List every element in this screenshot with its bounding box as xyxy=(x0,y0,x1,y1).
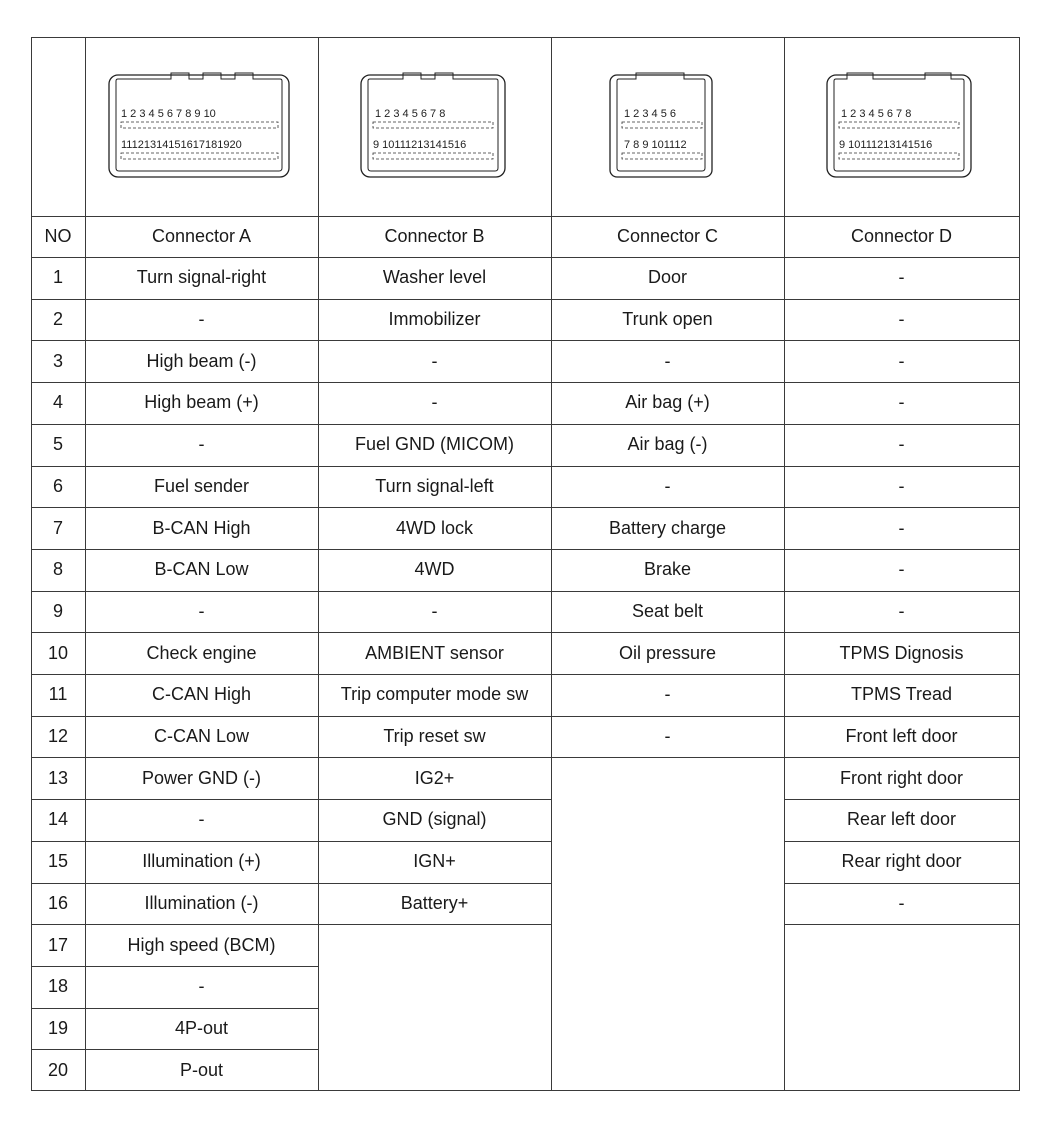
cell-connector-a: High beam (-) xyxy=(146,350,257,371)
cell-connector-b: Immobilizer xyxy=(388,309,481,330)
grid-line xyxy=(318,37,319,1091)
grid-line xyxy=(784,507,1019,508)
grid-line xyxy=(31,591,85,592)
grid-line xyxy=(784,757,1019,758)
grid-line xyxy=(85,299,318,300)
row-number: 15 xyxy=(47,851,69,872)
grid-line xyxy=(551,37,552,1091)
row-number: 8 xyxy=(52,559,63,580)
grid-line xyxy=(31,466,85,467)
grid-line xyxy=(318,424,551,425)
grid-line xyxy=(551,299,784,300)
grid-line xyxy=(31,507,85,508)
cell-connector-a: Power GND (-) xyxy=(141,767,261,788)
row-number: 4 xyxy=(52,392,63,413)
grid-line xyxy=(85,632,318,633)
row-number: 9 xyxy=(52,600,63,621)
cell-connector-a: Turn signal-right xyxy=(136,267,267,288)
cell-connector-a: Illumination (+) xyxy=(142,851,261,872)
grid-line xyxy=(318,340,551,341)
grid-line xyxy=(784,716,1019,717)
row-number: 11 xyxy=(48,684,68,705)
header-no: NO xyxy=(44,226,72,246)
grid-line xyxy=(85,1049,318,1050)
grid-line xyxy=(551,340,784,341)
cell-connector-a: - xyxy=(198,309,205,330)
cell-connector-a: C-CAN Low xyxy=(153,726,250,747)
grid-line xyxy=(551,549,784,550)
header-connector-c: Connector C xyxy=(616,226,719,246)
grid-line xyxy=(31,1008,85,1009)
connector-d-top-pins: 1 2 3 4 5 6 7 8 xyxy=(841,108,912,120)
cell-connector-c: - xyxy=(664,475,671,496)
grid-line xyxy=(85,674,318,675)
row-number: 16 xyxy=(47,892,69,913)
cell-connector-c: - xyxy=(664,684,671,705)
grid-line xyxy=(31,924,85,925)
connector-a-diagram xyxy=(107,69,293,181)
row-number: 7 xyxy=(52,517,63,538)
cell-connector-a: - xyxy=(198,600,205,621)
grid-line xyxy=(551,632,784,633)
cell-connector-d: - xyxy=(898,600,905,621)
row-number: 12 xyxy=(47,726,69,747)
row-number: 18 xyxy=(47,976,69,997)
grid-line xyxy=(318,466,551,467)
cell-connector-a: - xyxy=(198,434,205,455)
grid-line xyxy=(551,507,784,508)
grid-line xyxy=(318,716,551,717)
cell-connector-d: TPMS Tread xyxy=(850,684,953,705)
grid-line xyxy=(551,716,784,717)
grid-line xyxy=(318,883,551,884)
grid-line xyxy=(784,883,1019,884)
grid-line xyxy=(85,340,318,341)
grid-line xyxy=(85,424,318,425)
cell-connector-c: Trunk open xyxy=(622,309,713,330)
grid-line xyxy=(85,841,318,842)
grid-line xyxy=(85,549,318,550)
cell-connector-c: Air bag (+) xyxy=(625,392,710,413)
grid-line xyxy=(31,37,1019,38)
cell-connector-c: - xyxy=(664,726,671,747)
grid-line xyxy=(31,716,85,717)
connector-c-diagram xyxy=(608,69,716,181)
grid-line xyxy=(85,507,318,508)
cell-connector-a: High beam (+) xyxy=(144,392,259,413)
row-number: 1 xyxy=(52,267,63,288)
cell-connector-d: - xyxy=(898,475,905,496)
grid-line xyxy=(784,424,1019,425)
grid-line xyxy=(1019,37,1020,1091)
cell-connector-d: Rear left door xyxy=(846,809,957,830)
cell-connector-d: - xyxy=(898,892,905,913)
header-connector-b: Connector B xyxy=(384,226,485,246)
grid-line xyxy=(784,549,1019,550)
cell-connector-b: Battery+ xyxy=(400,892,469,913)
grid-line xyxy=(31,257,1019,258)
grid-line xyxy=(318,591,551,592)
grid-line xyxy=(318,382,551,383)
grid-line xyxy=(318,674,551,675)
grid-line xyxy=(31,674,85,675)
grid-line xyxy=(31,549,85,550)
cell-connector-b: 4WD xyxy=(414,559,455,580)
grid-line xyxy=(784,632,1019,633)
cell-connector-b: Trip reset sw xyxy=(383,726,486,747)
cell-connector-c: Door xyxy=(647,267,687,288)
cell-connector-b: 4WD lock xyxy=(395,517,473,538)
grid-line xyxy=(784,37,785,1091)
row-number: 19 xyxy=(47,1017,69,1038)
grid-line xyxy=(318,799,551,800)
cell-connector-d: - xyxy=(898,392,905,413)
cell-connector-d: TPMS Dignosis xyxy=(839,642,964,663)
connector-c-bottom-pins: 7 8 9 101112 xyxy=(624,139,687,151)
grid-line xyxy=(85,716,318,717)
grid-line xyxy=(784,841,1019,842)
cell-connector-b: IGN+ xyxy=(413,851,456,872)
grid-line xyxy=(31,216,1019,217)
grid-line xyxy=(85,966,318,967)
grid-line xyxy=(784,382,1019,383)
row-number: 17 xyxy=(47,934,69,955)
cell-connector-d: - xyxy=(898,350,905,371)
connector-b-diagram xyxy=(359,69,509,181)
grid-line xyxy=(784,924,1019,925)
grid-line xyxy=(551,382,784,383)
cell-connector-d: - xyxy=(898,559,905,580)
cell-connector-d: Front right door xyxy=(839,767,964,788)
cell-connector-d: Front left door xyxy=(845,726,958,747)
grid-line xyxy=(784,340,1019,341)
grid-line xyxy=(31,382,85,383)
grid-line xyxy=(85,1008,318,1009)
grid-line xyxy=(85,757,318,758)
grid-line xyxy=(784,299,1019,300)
header-connector-a: Connector A xyxy=(151,226,252,246)
cell-connector-a: Illumination (-) xyxy=(144,892,259,913)
grid-line xyxy=(551,591,784,592)
cell-connector-a: P-out xyxy=(179,1059,224,1080)
cell-connector-b: - xyxy=(431,350,438,371)
cell-connector-b: Turn signal-left xyxy=(375,475,494,496)
cell-connector-c: Seat belt xyxy=(631,600,704,621)
cell-connector-a: High speed (BCM) xyxy=(127,934,276,955)
connector-b-bottom-pins: 9 10111213141516 xyxy=(373,139,467,151)
cell-connector-a: Check engine xyxy=(146,642,257,663)
grid-line xyxy=(85,382,318,383)
grid-line xyxy=(31,632,85,633)
row-number: 13 xyxy=(47,767,69,788)
cell-connector-d: - xyxy=(898,517,905,538)
grid-line xyxy=(31,757,85,758)
grid-line xyxy=(31,966,85,967)
cell-connector-a: - xyxy=(198,809,205,830)
cell-connector-b: Trip computer mode sw xyxy=(340,684,529,705)
grid-line xyxy=(551,424,784,425)
grid-line xyxy=(85,883,318,884)
grid-line xyxy=(85,799,318,800)
connector-pin-table xyxy=(31,37,1019,1091)
cell-connector-a: 4P-out xyxy=(174,1017,229,1038)
cell-connector-b: IG2+ xyxy=(414,767,455,788)
grid-line xyxy=(31,37,32,1091)
cell-connector-a: B-CAN High xyxy=(152,517,251,538)
grid-line xyxy=(784,591,1019,592)
cell-connector-c: Brake xyxy=(643,559,692,580)
row-number: 20 xyxy=(47,1059,69,1080)
connector-a-top-pins: 1 2 3 4 5 6 7 8 9 10 xyxy=(121,108,216,120)
grid-line xyxy=(31,424,85,425)
grid-line xyxy=(31,841,85,842)
grid-line xyxy=(31,799,85,800)
grid-line xyxy=(318,507,551,508)
connector-a-bottom-pins: 11121314151617181920 xyxy=(121,139,242,151)
row-number: 6 xyxy=(52,475,63,496)
grid-line xyxy=(85,591,318,592)
grid-line xyxy=(318,924,551,925)
grid-line xyxy=(784,674,1019,675)
cell-connector-c: Oil pressure xyxy=(618,642,717,663)
cell-connector-c: Air bag (-) xyxy=(627,434,708,455)
header-connector-d: Connector D xyxy=(850,226,953,246)
cell-connector-b: - xyxy=(431,392,438,413)
grid-line xyxy=(31,1090,1019,1091)
cell-connector-d: - xyxy=(898,267,905,288)
connector-b-top-pins: 1 2 3 4 5 6 7 8 xyxy=(375,108,446,120)
cell-connector-b: - xyxy=(431,600,438,621)
cell-connector-a: - xyxy=(198,976,205,997)
grid-line xyxy=(551,757,784,758)
grid-line xyxy=(85,466,318,467)
cell-connector-a: B-CAN Low xyxy=(154,559,249,580)
row-number: 10 xyxy=(47,642,69,663)
cell-connector-c: - xyxy=(664,350,671,371)
row-number: 14 xyxy=(47,809,69,830)
cell-connector-c: Battery charge xyxy=(608,517,727,538)
row-number: 5 xyxy=(52,434,63,455)
cell-connector-d: - xyxy=(898,309,905,330)
grid-line xyxy=(318,632,551,633)
connector-c-top-pins: 1 2 3 4 5 6 xyxy=(624,108,676,120)
grid-line xyxy=(784,799,1019,800)
cell-connector-a: C-CAN High xyxy=(151,684,252,705)
cell-connector-d: - xyxy=(898,434,905,455)
grid-line xyxy=(31,883,85,884)
cell-connector-b: Fuel GND (MICOM) xyxy=(355,434,514,455)
connector-d-diagram xyxy=(825,69,975,181)
grid-line xyxy=(318,757,551,758)
grid-line xyxy=(31,1049,85,1050)
row-number: 3 xyxy=(52,350,63,371)
grid-line xyxy=(31,299,85,300)
grid-line xyxy=(551,466,784,467)
grid-line xyxy=(784,466,1019,467)
connector-d-bottom-pins: 9 10111213141516 xyxy=(839,139,933,151)
cell-connector-b: AMBIENT sensor xyxy=(365,642,504,663)
row-number: 2 xyxy=(52,309,63,330)
grid-line xyxy=(318,841,551,842)
grid-line xyxy=(85,37,86,1091)
grid-line xyxy=(85,924,318,925)
cell-connector-b: GND (signal) xyxy=(382,809,487,830)
grid-line xyxy=(31,340,85,341)
cell-connector-d: Rear right door xyxy=(841,851,962,872)
cell-connector-b: Washer level xyxy=(382,267,487,288)
grid-line xyxy=(318,549,551,550)
cell-connector-a: Fuel sender xyxy=(153,475,250,496)
grid-line xyxy=(318,299,551,300)
grid-line xyxy=(551,674,784,675)
